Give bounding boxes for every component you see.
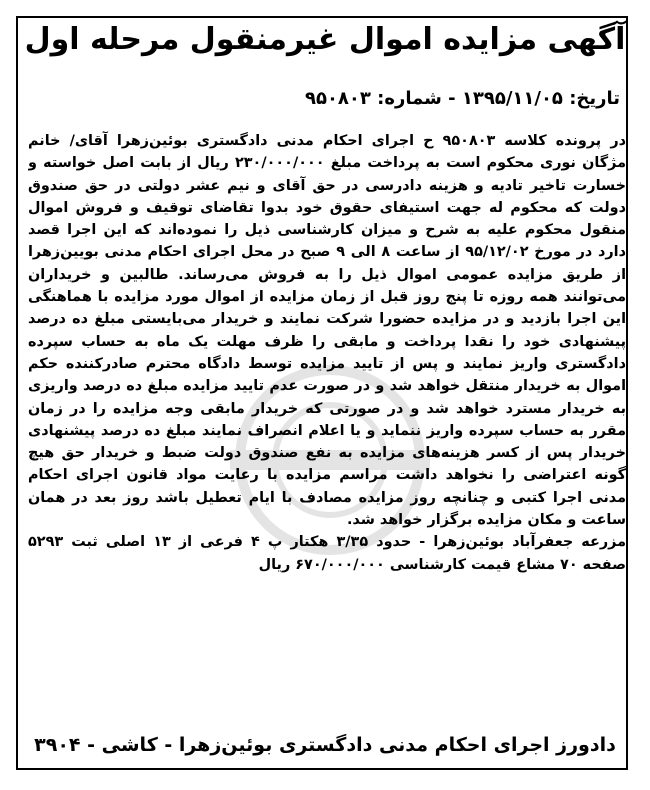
property-description: مزرعه جعفرآباد بوئین‌زهرا - حدود ۳/۳۵ هکتار پ ۴ فرعی از ۱۳ اصلی ثبت ۵۲۹۳ صفحه ۷۰ مشاع قیمت کارشناسی ۶۷۰/۰۰۰/۰۰۰ ریال [28, 534, 626, 573]
notice-body-paragraph: در پرونده کلاسه ۹۵۰۸۰۳ ح اجرای احکام مدنی دادگستری بوئین‌زهرا آقای/ خانم مژگان نوری محکوم است به پرداخت مبلغ ۲۳۰/۰۰۰/۰۰۰ ریال از بابت اصل خواسته و خسارت تاخیر تادیه و هزینه دادرسی در حق آقای و نیم عشر دولتی در حق صندوق دولت که محکوم له جهت استیفای حقوق خود بدوا تقاضای توقیف و فروش اموال منقول محکوم علیه به شرح و میزان کارشناسی ذیل را نموده‌اند که این اجرا قصد دارد در مورخ ۹۵/۱۲/۰۲ از ساعت ۸ الی ۹ صبح در محل اجرای احکام مدنی بویین‌زهرا از طریق مزایده عمومی اموال ذیل را به فروش می‌رساند. طالبین و خریداران می‌توانند همه روزه تا پنج روز قبل از زمان مزایده از اموال مورد مزایده با هماهنگی این اجرا بازدید و در مزایده حضورا شرکت نمایند و خریدار می‌بایستی مبلغ ده درصد پیشنهادی خود را نقدا پرداخت و مابقی را ظرف مهلت یک ماه به حساب سپرده دادگستری واریز نمایند و پس از تایید مزایده توسط دادگاه محترم صادرکننده حکم اموال به خریدار منتقل خواهد شد و در صورت عدم تایید مزایده مبلغ ده درصد واریزی به خریدار مسترد خواهد شد و در صورتی که خریدار مابقی وجه مزایده را در زمان مقرر به حساب سپرده واریز ننماید و یا اعلام انصراف نمایند مبلغ ده درصد پیشنهادی خریدار پس از کسر هزینه‌های مزایده به نفع صندوق دولت ضبط و خریدار حق هیچ گونه اعتراضی را نخواهد داشت مراسم مزایده با رعایت مواد قانون اجرای احکام مدنی اجرا کتبی و چنانچه روز مزایده مصادف با ایام تعطیل باشد روز بعد در همان ساعت و مکان مزایده برگزار خواهد شد. [28, 133, 626, 529]
notice-date-number: تاریخ: ۱۳۹۵/۱۱/۰۵ - شماره: ۹۵۰۸۰۳ [304, 88, 620, 109]
notice-body [28, 130, 626, 686]
notice-title: آگهی مزایده اموال غیرمنقول مرحله اول [24, 22, 626, 57]
notice-signature: دادورز اجرای احکام مدنی دادگستری بوئین‌زهرا - کاشی - ۳۹۰۴ [34, 734, 616, 756]
